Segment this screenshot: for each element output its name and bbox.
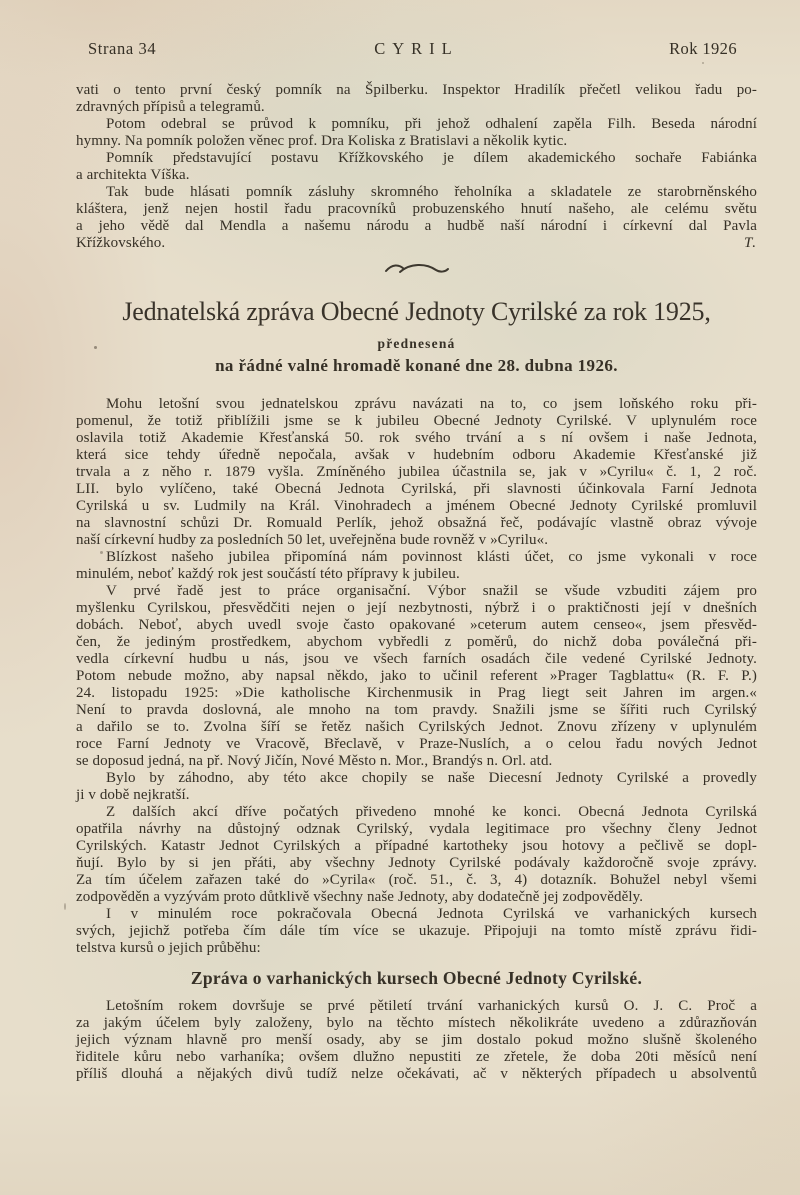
text-line: Tak bude hlásati pomník zásluhy skromného řeholníka a skladatele ze starobrněnského: [106, 184, 757, 200]
text-line: za jakým účelem byly založeny, bylo na těchto místech několikráte uvedeno a zdůrazňován: [76, 1015, 757, 1031]
text-line: jejich význam hlavně pro menší osady, aby se jim dostalo pokud možno slušně školeného: [76, 1032, 757, 1048]
text-line: Není to pravda doslovná, ale mnoho na tom pravdy. Snažili jsme se šířiti ruch Cyrilský: [76, 702, 757, 718]
text-line: a architekta Víška.: [76, 167, 190, 183]
text-line: čen, že jediným prostředkem, abychom vybředli z poměrů, do nichž doba poválečná při-: [76, 634, 757, 650]
text-line: oslavila totiž Akademie Křesťanská 50. rok svého trvání a s ní ovšem i naše Jednota,: [76, 430, 757, 446]
text-line: zodpověděn a vyzývám proto důtklivě všechny naše Jednoty, aby dodatečně jej zodpověděly.: [76, 889, 644, 905]
text-line: ji v době nejkratší.: [76, 787, 190, 803]
text-line: telstva kursů o jejich průběhu:: [76, 940, 261, 956]
paragraph: [76, 396, 757, 549]
text-line: Cyrilských. Katastr Jednot Cyrilských a případné kartotheky jsou hotovy a pečlivě se dopl-: [76, 838, 757, 854]
text-line: 24. listopadu 1925: »Die katholische Kirchenmusik in Prag liegt seit Jahren im argen.«: [76, 685, 757, 701]
text-line: Letošním rokem dovršuje se prvé pětiletí trvání varhanických kursů O. J. C. Proč a: [106, 998, 757, 1014]
text-line: Pomník představující postavu Křížkovského je dílem akademického sochaře Fabiánka: [106, 150, 757, 166]
text-line: zdravných přípisů a telegramů.: [76, 99, 265, 115]
paper-speck: [64, 903, 66, 910]
text-line: řiditele kůru nebo varhaníka; ovšem dlužno nepustiti ze zřetele, že doba 20ti měsíců není: [76, 1049, 757, 1065]
journal-title: CYRIL: [374, 39, 459, 58]
course-report-heading: Zpráva o varhanických kursech Obecné Jednoty Cyrilské.: [190, 968, 643, 988]
paragraph: [76, 549, 757, 583]
text-line: vedla církevní hudbu u nás, jsou ve všech farních osadách čile vedené Cyrilské Jednoty.: [76, 651, 757, 667]
text-line: Cyrilská u sv. Ludmily na Král. Vinohradech a jménem Obecné Jednoty Cyrilské promluvil: [76, 498, 757, 514]
text-line: Za tím účelem zařazen také do »Cyrila« (roč. 51., č. 3, 4) dotazník. Bohužel nebyl všemi: [76, 872, 757, 888]
text-line: hymny. Na pomník položen věnec prof. Dra Koliska z Bratislavi a několik kytic.: [76, 133, 568, 149]
text-line: příliš dlouhá a nějakých divů tudíž nelze očekávati, ač v některých případech u absolventů: [76, 1066, 757, 1082]
text-line: minulém, neboť každý rok jest součástí této přípravy k jubileu.: [76, 566, 460, 582]
text-line: I v minulém roce pokračovala Obecná Jednota Cyrilská ve varhanických kursech: [106, 906, 757, 922]
text-line: Potom odebral se průvod k pomníku, při jehož odhalení zapěla Filh. Beseda národní: [106, 116, 757, 132]
paragraph: [76, 82, 757, 116]
text-line: myšlenku Cyrilskou, přesvědčiti nejen o její nezbytnosti, nýbrž i o praktičnosti její v dnešních: [76, 600, 757, 616]
text-line: ňují. Bylo by si jen přáti, aby všechny Jednoty Cyrilské podávaly každoročně svoje zprávy.: [76, 855, 757, 871]
text-line: naší církevní hudby za posledních 50 let, uveřejněna bude rovněž v »Cyrilu«.: [76, 532, 549, 548]
page-header: [76, 38, 757, 60]
paper-speck: [100, 551, 103, 554]
page-content: [76, 82, 757, 1083]
text-line: svých, jejichž potřeba čím dále tím více se ukazuje. Připojuji na tomto místě zprávu řidi-: [76, 923, 757, 939]
article-subtitle: přednesená: [377, 336, 456, 351]
year-label: Rok 1926: [669, 39, 737, 58]
paragraph: [76, 998, 757, 1083]
text-line: roce Farní Jednoty ve Vracově, Břeclavě, v Praze-Nuslích, a o celou řadu nových Jednot: [76, 736, 757, 752]
text-line: vati o tento první český pomník na Špilberku. Inspektor Hradilík přečetl velikou řadu po-: [76, 82, 757, 98]
text-line: LII. bylo vylíčeno, také Obecná Jednota Cyrilská, při slavnosti účinkovala Farní Jednota: [76, 481, 757, 497]
continuation-article-body: [76, 82, 757, 252]
text-line: dobách. Neboť, abych uvedl svoje často opakované »ceterum autem censeo«, jsem přesvěd-: [76, 617, 757, 633]
paragraph: [76, 583, 757, 770]
text-line: a dařilo se to. Zvolna šíří se řetěz našich Cyrilských Jednot. Znovu zřízeny v uplynulém: [76, 719, 757, 735]
report-body: [76, 396, 757, 957]
flourish-divider-icon: [382, 261, 452, 277]
text-line: na slavnostní schůzi Dr. Romuald Perlík, jehož obsažná řeč, podávajíc vlastně obraz vývoje: [76, 515, 757, 531]
paper-speck: [702, 62, 704, 64]
text-line: se doposud jedná, na př. Nový Jičín, Nové Město n. Mor., Brandýs n. Orl. atd.: [76, 753, 553, 769]
text-line: a jeho vědě dal Mendla a našemu národu a hudbě naší národní i církevní dal Pavla: [76, 218, 757, 234]
author-initial: T.: [744, 235, 757, 251]
text-line: Mohu letošní svou jednatelskou zprávu navázati na to, co jsem loňského roku při-: [106, 396, 757, 412]
paragraph: [76, 804, 757, 906]
text-line: opatřila návrhy na důstojný odznak Cyrilský, vydala legitimace pro všechny členy Jednot: [76, 821, 757, 837]
text-line: kláštera, jenž nejen hostil řadu pracovníků probuzenského hnutí našeho, ale celému světu: [76, 201, 757, 217]
text-line: Blízkost našeho jubilea připomíná nám povinnost klásti účet, co jsme vykonali v roce: [106, 549, 757, 565]
paragraph: [76, 770, 757, 804]
paragraph: [76, 116, 757, 150]
article-subtitle-date: na řádné valné hromadě konané dne 28. dubna 1926.: [215, 356, 618, 375]
text-line: Bylo by záhodno, aby této akce chopily se naše Diecesní Jednoty Cyrilské a provedly: [106, 770, 757, 786]
paragraph: [76, 906, 757, 957]
page-number-label: Strana 34: [88, 39, 157, 58]
paragraph: [76, 184, 757, 252]
text-line: trvala a z něho r. 1879 vyšla. Zmíněného jubilea účastnila se, jak v »Cyrilu« č. 1, 2 roč.: [76, 464, 757, 480]
article-title: Jednatelská zpráva Obecné Jednoty Cyrilské za rok 1925,: [122, 297, 711, 326]
text-line: Potom nebude možno, aby napsal někdo, jako to učinil referent »Prager Tagblattu« (R. F. P.): [76, 668, 757, 684]
text-line: která sice tehdy úředně nepočala, avšak v hudebním odboru Akademie Křesťanské již: [76, 447, 757, 463]
paper-speck: [94, 346, 97, 349]
paragraph: [76, 150, 757, 184]
text-line: V prvé řadě jest to práce organisační. Výbor snažil se všude vzbuditi zájem pro: [106, 583, 757, 599]
text-line: Křížkovského. T.: [76, 235, 757, 251]
course-report-body: [76, 998, 757, 1083]
text-line: pomenul, že totiž přiblížili jsme se k jubileu Obecné Jednoty Cyrilské. V uplynulém roce: [76, 413, 757, 429]
text-line: Z dalších akcí dříve počatých přivedeno mnohé ke konci. Obecná Jednota Cyrilská: [106, 804, 757, 820]
